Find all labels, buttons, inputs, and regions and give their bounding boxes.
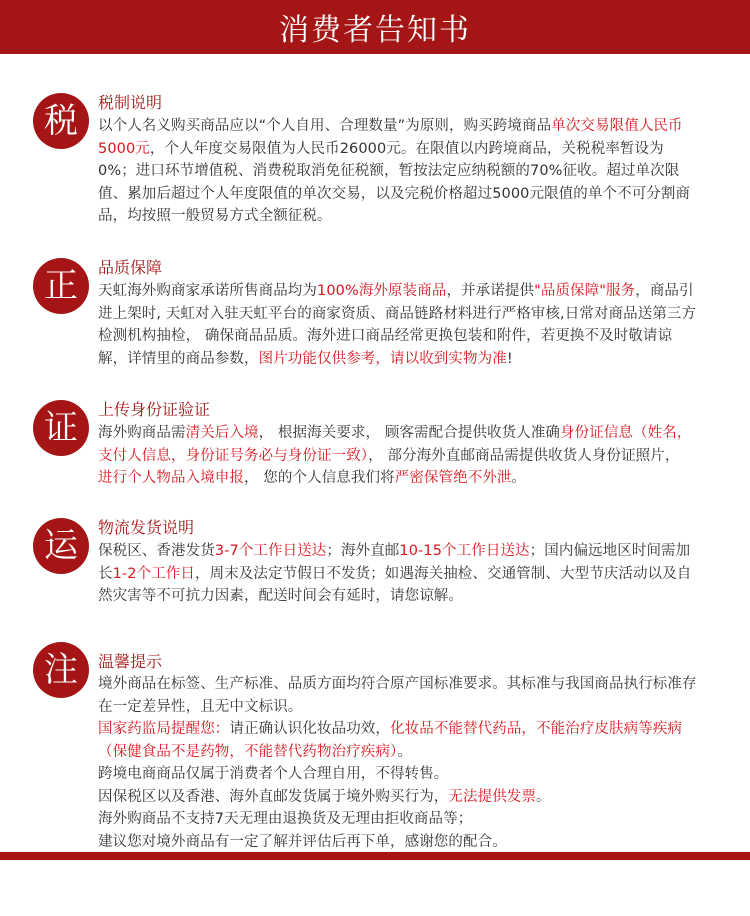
header-banner [0,0,750,54]
tips-badge-icon: 注 [33,642,89,698]
highlight-text: 身份证信息（姓名，支付人信息，身份证号务必与身份证一致） [98,425,692,464]
highlight-text: 100%海外原装商品 [317,283,447,299]
tip-paragraph [98,718,708,763]
text-segment: 海外购商品不支持7天无理由退换货及无理由拒收商品等； [98,811,473,827]
section-paragraph [98,280,698,370]
tax-badge-icon: 税 [33,93,89,149]
section-body [98,540,698,608]
text-segment: 。 [536,788,551,805]
text-segment: 因保税区以及香港、海外直邮发货属于境外购买行为， [98,788,449,805]
highlight-text: 进行个人物品入境申报 [98,470,244,486]
quality-badge-icon: 正 [33,258,89,314]
tip-paragraph [98,786,708,809]
shipping-badge-icon: 运 [33,518,89,574]
text-segment: 境外商品在标签、生产标准、品质方面均符合原产国标准要求。其标准与我国商品执行标准存在一定差异性，且无中文标识。 [98,676,697,715]
footer-divider [0,852,750,860]
section-title: 税制说明 [98,93,163,112]
text-segment: 请正确认识化妆品功效， [229,721,391,737]
text-segment: ；海外直邮 [326,543,400,559]
section-title: 温馨提示 [98,652,163,671]
text-segment: ；国内偏远地区时间需加长 [98,543,691,582]
text-segment: 海外购商品需 [98,425,186,441]
tip-paragraph [98,673,708,718]
text-segment: ， 根据海关要求， 顾客需配合提供收货人准确 [258,425,561,441]
section-title: 物流发货说明 [98,518,195,537]
highlight-text: "品质保障"服务 [534,283,636,299]
text-segment: 。 [511,470,527,486]
section-body [98,422,698,490]
tip-paragraph [98,808,708,831]
section-body [98,280,698,370]
text-segment: 。 [397,743,412,760]
section-paragraph [98,422,698,490]
section-paragraph [98,540,698,608]
tip-paragraph [98,763,708,786]
text-segment: ， 部分海外直邮商品需提供收货人身份证照片， [368,447,680,464]
highlight-text: 单次交易限值人民币5000元 [98,118,683,157]
text-segment: ! [506,350,513,367]
page-title: 消费者告知书 [279,13,471,48]
text-segment: ，商品引进上架时, 天虹对入驻天虹平台的商家资质、商品链路材料进行严格审核,日常对商品送第三方检测机构抽检， 确保商品品质。海外进口商品经常更换包装和附件，若更换不及时敬请谅解，详情里的商品参数， [98,283,697,367]
highlight-text: 图片功能仅供参考，请以收到实物为准 [258,350,507,367]
highlight-text: 无法提供发票 [448,788,537,805]
text-segment: 跨境电商商品仅属于消费者个人合理自用，不得转售。 [98,766,449,782]
text-segment: ，并承诺提供 [446,283,535,299]
text-segment: 建议您对境外商品有一定了解并评估后再下单，感谢您的配合。 [98,833,507,850]
section-body [98,115,698,228]
highlight-text: 3-7个工作日送达 [214,543,327,559]
highlight-text: 1-2个工作日 [112,565,195,582]
highlight-text: 严密保管绝不外泄 [394,470,512,486]
section-body [98,673,708,853]
text-segment: 保税区、香港发货 [98,543,215,559]
id-badge-icon: 证 [33,400,89,456]
section-title: 品质保障 [98,258,163,277]
tip-paragraph [98,831,708,854]
text-segment: 以个人名义购买商品应以“个人自用、合理数量”为原则，购买跨境商品 [98,118,552,134]
highlight-text: 国家药监局提醒您： [98,721,230,737]
text-segment: ，周末及法定节假日不发货；如遇海关抽检、交通管制、大型节庆活动以及自然灾害等不可抗力因素，配送时间会有延时，请您谅解。 [98,565,692,604]
text-segment: ，个人年度交易限值为人民币26000元。在限值以内跨境商品，关税税率暂设为0%；进口环节增值税、消费税取消免征税额，暂按法定应纳税额的70%征收。超过单次限值、累加后超过个人年度限值的单次交易，以及完税价格超过5000元限值的单个不可分割商品，均按照一般贸易方式全额征税。 [98,140,691,224]
section-title: 上传身份证验证 [98,400,211,419]
text-segment: ， 您的个人信息我们将 [244,470,395,486]
highlight-text: 10-15个工作日送达 [399,543,530,559]
highlight-text: 清关后入境 [185,425,259,441]
text-segment: 天虹海外购商家承诺所售商品均为 [98,283,317,299]
section-paragraph [98,115,698,228]
highlight-text: 化妆品不能替代药品，不能治疗皮肤病等疾病（保健食品不是药物，不能替代药物治疗疾病） [98,721,683,760]
